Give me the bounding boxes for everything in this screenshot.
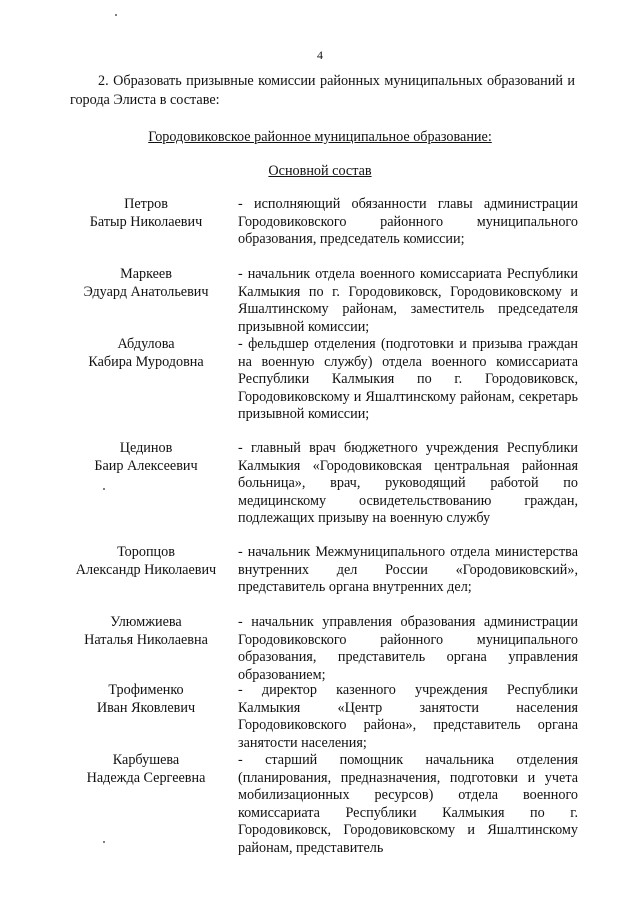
page-number: 4 (317, 48, 323, 62)
member-surname: Трофименко (108, 682, 184, 698)
member-role: - главный врач бюджетного учреждения Республики Калмыкия «Городовиковская центральная районная больница», врач, руководящий работой по медицинскому освидетельствованию граждан, подлежащих призыву на военную службу (238, 440, 578, 526)
member-given-name: Александр Николаевич (75, 561, 217, 578)
member-given-name: Иван Яковлевич (96, 699, 196, 716)
member-name (62, 196, 230, 231)
member-role: - начальник управления образования администрации Городовиковского районного муниципального образования, представитель органа управления образованием; (238, 614, 578, 683)
intro-paragraph: 2. Образовать призывные комиссии районных муниципальных образований и города Элиста в составе: (70, 73, 575, 108)
member-given-name: Кабира Муродовна (88, 353, 204, 370)
member-role: - фельдшер отделения (подготовки и призыва граждан на военную службу) отдела военного комиссариата Республики Калмыкия по г. Городовиковск, Городовиковскому и Яшалтинскому районам, секретарь призывной комиссии; (238, 336, 578, 422)
member-surname: Маркеев (120, 266, 172, 282)
scan-speck (103, 841, 105, 843)
member-role: - начальник отдела военного комиссариата Республики Калмыкия по г. Городовиковск, Городовиковскому и Яшалтинскому районам, заместитель председателя призывной комиссии; (238, 266, 578, 335)
member-role: - директор казенного учреждения Республики Калмыкия «Центр занятости населения Городовиковского района», представитель органа занятости населения; (238, 682, 578, 751)
member-surname: Улюмжиева (110, 614, 182, 630)
member-role: - начальник Межмуниципального отдела министерства внутренних дел России «Городовиковский», представитель органа внутренних дел; (238, 544, 578, 595)
member-role: - старший помощник начальника отделения (планирования, предназначения, подготовки и учета мобилизационных ресурсов) отдела военного комиссариата Республики Калмыкия по г. Городовиковск, Городовиковскому и Яшалтинскому районам, представитель (238, 752, 578, 856)
member-given-name: Надежда Сергеевна (86, 769, 206, 786)
scan-speck (115, 14, 117, 16)
member-name (62, 440, 230, 475)
member-name (62, 614, 230, 649)
member-surname: Карбушева (112, 752, 180, 768)
member-given-name: Наталья Николаевна (84, 631, 208, 648)
member-given-name: Баир Алексеевич (94, 457, 198, 474)
member-surname: Абдулова (117, 336, 175, 352)
member-name (62, 266, 230, 301)
member-name (62, 752, 230, 787)
member-given-name: Эдуард Анатольевич (83, 283, 209, 300)
member-role: - исполняющий обязанности главы администрации Городовиковского районного муниципального образования, председатель комиссии; (238, 196, 578, 247)
composition-heading: Основной состав (268, 163, 372, 179)
member-surname: Торопцов (117, 544, 175, 560)
member-surname: Петров (124, 196, 168, 212)
member-surname: Цединов (119, 440, 173, 456)
district-heading: Городовиковское районное муниципальное образование: (148, 129, 492, 145)
scan-speck (103, 488, 105, 490)
member-name (62, 682, 230, 717)
member-given-name: Батыр Николаевич (89, 213, 203, 230)
member-name (62, 544, 230, 579)
member-name (62, 336, 230, 371)
